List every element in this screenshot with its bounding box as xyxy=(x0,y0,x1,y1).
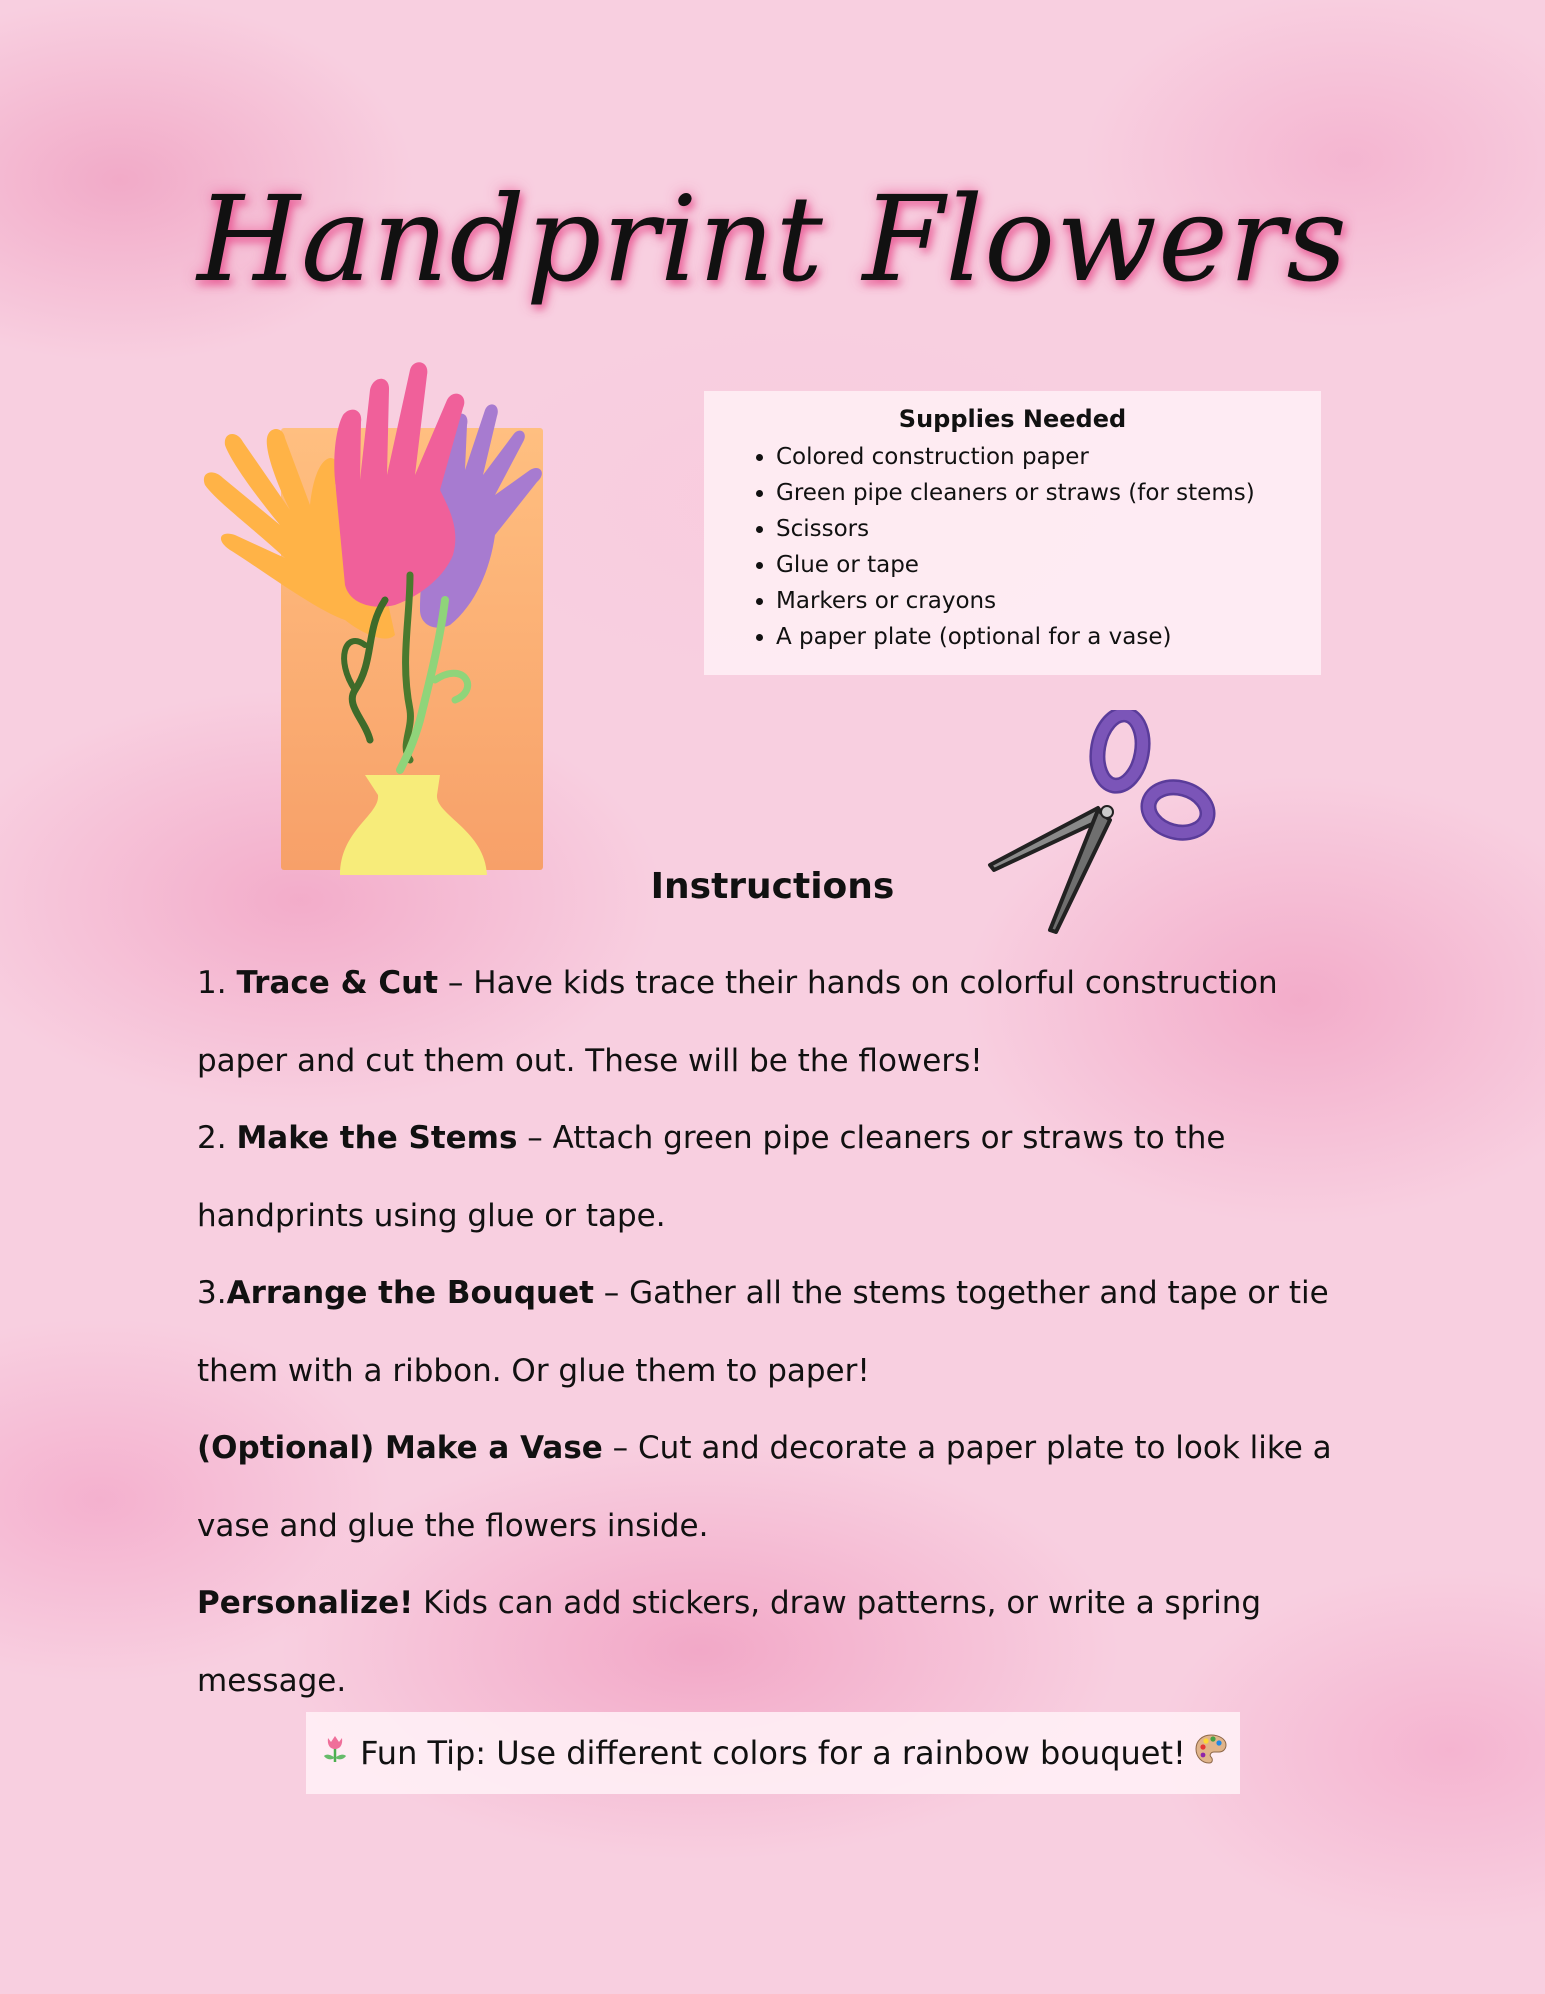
step-text: – Have kids trace their hands on colorful construction paper and cut them out. These will be the flowers! xyxy=(197,965,1278,1079)
step-number: 2. xyxy=(197,1120,237,1156)
instruction-step xyxy=(197,1410,1377,1565)
instruction-step xyxy=(197,945,1377,1100)
handprint-bouquet-illustration xyxy=(195,360,595,880)
supplies-box xyxy=(704,391,1321,675)
instructions-heading: Instructions xyxy=(650,866,895,907)
supplies-list xyxy=(724,439,1301,655)
supply-item: • Colored construction paper xyxy=(776,439,1301,475)
step-number: 3. xyxy=(197,1275,227,1311)
step-text: – Cut and decorate a paper plate to look like a vase and glue the flowers inside. xyxy=(197,1430,1332,1544)
step-number: 1. xyxy=(197,965,237,1001)
step-title: Personalize! xyxy=(197,1585,414,1621)
supply-item: • Markers or crayons xyxy=(776,583,1301,619)
instruction-step xyxy=(197,1565,1377,1720)
page-title: Handprint Flowers xyxy=(197,170,1348,308)
step-title: Make the Stems xyxy=(236,1120,518,1156)
supply-item: • Glue or tape xyxy=(776,547,1301,583)
supply-item: • A paper plate (optional for a vase) xyxy=(776,619,1301,655)
step-text: – Attach green pipe cleaners or straws to the handprints using glue or tape. xyxy=(197,1120,1226,1234)
step-title: Trace & Cut xyxy=(236,965,439,1001)
fun-tip-box xyxy=(306,1712,1240,1794)
supply-item: • Scissors xyxy=(776,511,1301,547)
supply-item: • Green pipe cleaners or straws (for stems) xyxy=(776,475,1301,511)
instructions-list xyxy=(197,945,1377,1720)
step-title: (Optional) Make a Vase xyxy=(197,1430,603,1466)
instruction-step xyxy=(197,1255,1377,1410)
instruction-step xyxy=(197,1100,1377,1255)
step-text: Kids can add stickers, draw patterns, or write a spring message. xyxy=(197,1585,1262,1699)
fun-tip-text: Fun Tip: Use different colors for a rainbow bouquet! xyxy=(360,1734,1186,1772)
tulip-icon xyxy=(318,1732,352,1774)
step-title: Arrange the Bouquet xyxy=(226,1275,594,1311)
step-text: – Gather all the stems together and tape or tie them with a ribbon. Or glue them to paper! xyxy=(197,1275,1329,1389)
palette-icon xyxy=(1194,1732,1228,1774)
supplies-heading: Supplies Needed xyxy=(898,405,1127,433)
